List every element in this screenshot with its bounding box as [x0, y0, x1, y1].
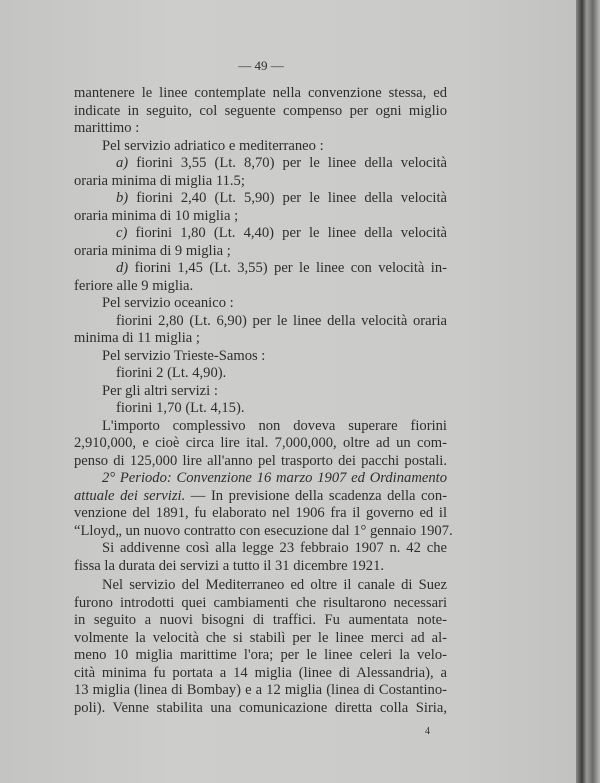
item-label: d) — [116, 260, 129, 276]
text-line: 2,910,000, e cioè circa lire ital. 7,000,000, oltre ad un com- — [74, 435, 447, 451]
item-text: fiorini 2,40 (Lt. 5,90) per le linee della velocità — [128, 190, 447, 206]
text-line: Pel servizio adriatico e mediterraneo : — [102, 137, 324, 154]
text-line: Si addivenne così alla legge 23 febbraio 1907 n. 42 che — [102, 540, 447, 556]
text-line: furono introdotti quei cambiamenti che risultarono necessari — [74, 594, 447, 611]
text-line — [116, 260, 447, 277]
section-heading: 2° Periodo: Convenzione 16 marzo 1907 ed Ordinamento — [102, 470, 447, 486]
text-line: mantenere le linee contemplate nella convenzione stessa, ed — [74, 85, 447, 101]
text-line: volmente la velocità che si stabilì per le linee merci ad al- — [74, 629, 447, 646]
signature-mark: 4 — [425, 726, 430, 737]
item-text: fiorini 1,45 (Lt. 3,55) per le linee con velocità in- — [128, 260, 447, 276]
text-line: venzione del 1891, fu elaborato nel 1906 fra il governo ed il — [74, 505, 447, 521]
text-line: fiorini 2,80 (Lt. 6,90) per le linee della velocità oraria — [116, 312, 447, 329]
text-line: poli). Venne stabilita una comunicazione diretta colla Siria, — [74, 699, 447, 716]
page-number: — 49 — — [238, 58, 284, 73]
text-line: in seguito a nuovi bisogni di traffici. Fu aumentata note- — [74, 612, 447, 628]
text-line: minima di 11 miglia ; — [74, 330, 200, 346]
text-line: Nel servizio del Mediterraneo ed oltre il canale di Suez — [102, 577, 447, 593]
item-text: fiorini 1,80 (Lt. 4,40) per le linee della velocità — [127, 225, 447, 241]
text-line: meno 10 miglia marittime l'ora; per le linee celeri la velo- — [74, 647, 447, 663]
book-spine-edge — [576, 0, 600, 783]
text-line: 13 miglia (linea di Bombay) e a 12 miglia (linea di Costantino- — [74, 682, 447, 698]
text-line — [116, 155, 447, 172]
item-label: b) — [116, 190, 129, 206]
text-line: Per gli altri servizi : — [102, 382, 218, 399]
item-text: fiorini 3,55 (Lt. 8,70) per le linee della velocità — [128, 155, 447, 171]
text-line: marittimo : — [74, 120, 140, 136]
text-line: “Lloyd„ un nuovo contratto con esecuzione dal 1° gennaio 1907. — [74, 522, 453, 539]
text-line: Pel servizio oceanico : — [102, 295, 234, 311]
text-line: fissa la durata dei servizi a tutto il 31 dicembre 1921. — [74, 557, 385, 574]
item-label: a) — [116, 155, 129, 171]
text-line: Pel servizio Trieste-Samos : — [102, 347, 266, 364]
text-line: indicate in seguito, col seguente compenso per ogni miglio — [74, 102, 447, 119]
section-heading: attuale dei servizi. — [74, 487, 186, 504]
text-line: oraria minima di 10 miglia ; — [74, 207, 239, 224]
text-line: fiorini 1,70 (Lt. 4,15). — [116, 400, 245, 416]
text-line: L'importo complessivo non doveva superare fiorini — [102, 417, 447, 434]
item-label: c) — [116, 225, 128, 241]
text-line: fiorini 2 (Lt. 4,90). — [116, 365, 227, 381]
text-line — [102, 470, 447, 487]
text-line: oraria minima di 9 miglia ; — [74, 242, 231, 259]
text-line — [116, 190, 447, 207]
text-line: cità minima fu portata a 14 miglia (linee di Alessandria), a — [74, 664, 447, 681]
text-line — [116, 225, 447, 242]
text-line: oraria minima di miglia 11.5; — [74, 172, 245, 189]
text-line — [74, 488, 447, 505]
line-text: — In previsione della scadenza della con- — [185, 487, 447, 504]
text-line: feriore alle 9 miglia. — [74, 277, 194, 294]
text-line: penso di 125,000 lire all'anno pel trasporto dei pacchi postali. — [74, 452, 447, 469]
